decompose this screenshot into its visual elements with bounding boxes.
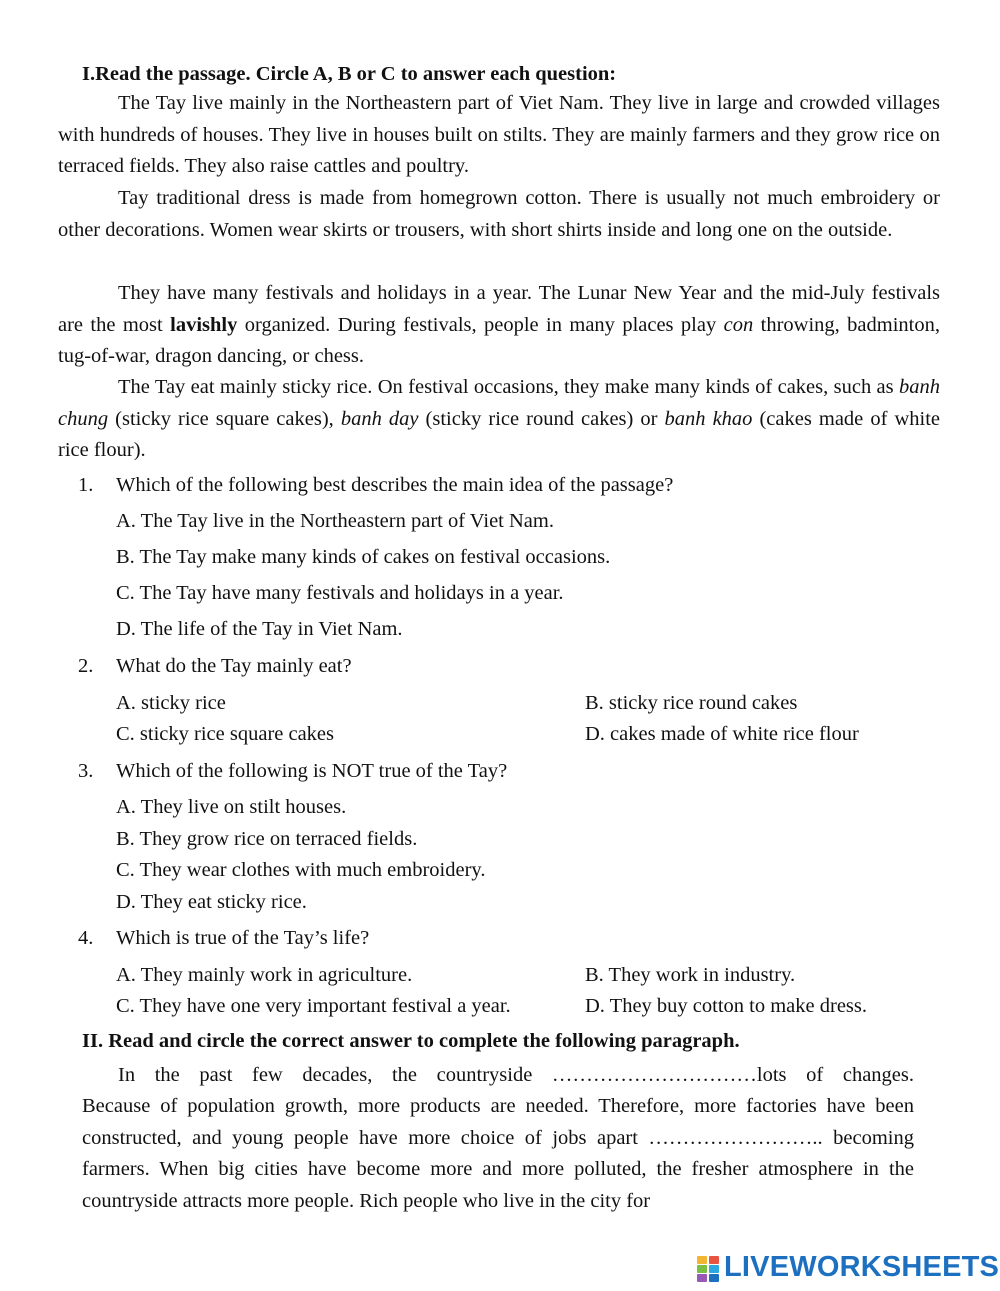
paragraph-text: The Tay live mainly in the Northeastern part of Viet Nam. They live in large and crowded villages with hundreds of houses. They live in houses built on stilts. They are mainly farmers and they grow rice on terraced fields. They also raise cattles and poultry. [58, 92, 940, 177]
question-3 [78, 756, 507, 788]
paragraph-text: They have many festivals and holidays in a year. The Lunar New Year and the mid-July festivals are the most [58, 282, 940, 336]
q2-option-b[interactable]: B. sticky rice round cakes [585, 692, 798, 714]
q4-option-b[interactable]: B. They work in industry. [585, 964, 796, 986]
q4-option-d[interactable]: D. They buy cotton to make dress. [585, 995, 868, 1017]
q3-option-a[interactable]: A. They live on stilt houses. [116, 796, 347, 818]
q3-option-c[interactable]: C. They wear clothes with much embroidery. [116, 859, 486, 881]
question-text: Which of the following is NOT true of the Tay? [116, 760, 508, 782]
question-number: 1. [78, 474, 94, 496]
italic-word: banh day [340, 407, 419, 430]
passage-paragraph-4 [58, 372, 940, 467]
question-text: Which is true of the Tay’s life? [116, 927, 370, 949]
section2-paragraph: Because of population growth, more products are needed. Therefore, more factories have been constructed, and young people have more choice of jobs apart …………………….. becoming farmers. When big cities have become more and more polluted, the fresher atmosphere in the countryside attracts more people. Rich people who live in the city for [82, 1095, 914, 1212]
paragraph-text: (cakes made of white rice flour). [58, 407, 940, 461]
question-text: What do the Tay mainly eat? [116, 655, 352, 677]
paragraph-text: The Tay eat mainly sticky rice. On festival occasions, they make many kinds of cakes, such as [118, 376, 899, 398]
paragraph-text: throwing, badminton, tug-of-war, dragon dancing, or chess. [58, 313, 940, 367]
q1-option-d[interactable]: D. The life of the Tay in Viet Nam. [116, 618, 403, 640]
section2-first-line [82, 1060, 914, 1092]
liveworksheets-logo [697, 1252, 999, 1284]
question-text: Which of the following best describes the main idea of the passage? [116, 474, 674, 496]
italic-word: con [723, 313, 754, 336]
q2-option-c[interactable]: C. sticky rice square cakes [116, 723, 335, 745]
question-2 [78, 651, 352, 683]
paragraph-text: (sticky rice round cakes) or [418, 407, 665, 430]
q1-option-c[interactable]: C. The Tay have many festivals and holidays in a year. [116, 582, 564, 604]
liveworksheets-logo-icon [697, 1254, 721, 1282]
q2-option-d[interactable]: D. cakes made of white rice flour [585, 723, 859, 745]
q1-option-b[interactable]: B. The Tay make many kinds of cakes on festival occasions. [116, 546, 611, 568]
q3-option-b[interactable]: B. They grow rice on terraced fields. [116, 828, 418, 850]
paragraph-text: Tay traditional dress is made from homegrown cotton. There is usually not much embroidery or other decorations. Women wear skirts or trousers, with short shirts inside and long one on the outside. [58, 187, 940, 241]
question-number: 2. [78, 655, 94, 677]
passage-paragraph-2 [58, 183, 940, 246]
question-4 [78, 923, 369, 955]
q4-option-a[interactable]: A. They mainly work in agriculture. [116, 964, 413, 986]
q2-option-a[interactable]: A. sticky rice [116, 692, 226, 714]
paragraph-text: In the past few decades, the countryside …………………………lots of changes. [118, 1064, 914, 1086]
section2-heading: II. Read and circle the correct answer to complete the following paragraph. [82, 1030, 740, 1052]
paragraph-text: (sticky rice square cakes), [108, 407, 341, 430]
passage-paragraph-3 [58, 278, 940, 373]
q3-option-d[interactable]: D. They eat sticky rice. [116, 891, 307, 913]
brand-name: LIVEWORKSHEETS [724, 1251, 1000, 1284]
question-1 [78, 470, 673, 502]
passage-paragraph-1 [58, 88, 940, 183]
q1-option-a[interactable]: A. The Tay live in the Northeastern part of Viet Nam. [116, 510, 554, 532]
bold-word: lavishly [170, 313, 238, 336]
q4-option-c[interactable]: C. They have one very important festival a year. [116, 995, 511, 1017]
question-number: 4. [78, 927, 94, 949]
italic-word: banh khao [664, 407, 753, 430]
paragraph-text: organized. During festivals, people in many places play [237, 313, 724, 336]
question-number: 3. [78, 760, 94, 782]
italic-word: banh chung [58, 376, 940, 430]
section1-heading: I.Read the passage. Circle A, B or C to answer each question: [82, 63, 617, 85]
